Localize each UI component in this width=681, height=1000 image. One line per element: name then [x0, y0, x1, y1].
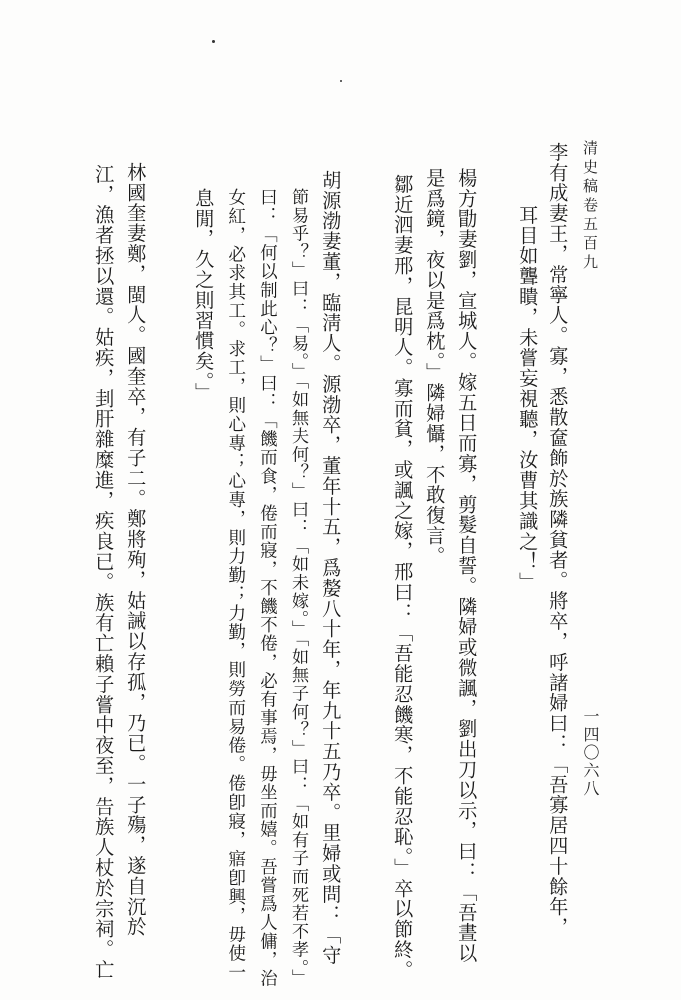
text-line: 息閒，久之則習慣矣。」: [192, 188, 216, 403]
text-line: 胡源渤妻董，臨淸人。源渤卒，董年十五，爲嫠八十年，年九十五乃卒。里婦或問：「守: [319, 170, 343, 966]
text-line: 曰：「何以制此心？」曰：「饑而食，倦而寢，不饑不倦，必有事焉，毋坐而嬉。吾嘗爲人傭，治: [256, 188, 277, 988]
text-line: 女紅，必求其工。求工，則心專；心專，則力勤；力勤，則勞而易倦。倦卽寢，寤卽興，毋使一: [225, 188, 246, 982]
text-line: 李有成妻王，常寧人。寡，悉散奩飾於族隣貧者。將卒，呼諸婦曰：「吾寡居四十餘年，: [546, 142, 570, 938]
scan-speck: [340, 80, 342, 82]
text-line: 是爲鏡，夜以是爲枕。」隣婦懾，不敢復言。: [423, 168, 447, 567]
page-number: 一四〇六八: [581, 708, 600, 798]
text-line: 節易乎？」曰：「易。」「如無夫何？」曰：「如未嫁。」「如無子何？」曰：「如有子而死若不孝。」: [288, 188, 309, 988]
text-line: 鄒近泗妻邢，昆明人。寡而貧，或諷之嫁，邢曰：「吾能忍饑寒，不能忍恥。」卒以節終。: [391, 174, 415, 981]
running-head: 清史稿卷五百九: [581, 140, 599, 273]
text-line: 耳目如聾瞶，未嘗妄視聽，汝曹其識之！」: [516, 205, 540, 593]
text-line: 林國奎妻鄭，閩人。國奎卒，有子二。鄭將殉，姑誡以存孤，乃已。一子殤，遂自沉於: [124, 162, 148, 938]
text-line: 楊方勖妻劉，宣城人。嫁五日而寡，剪髮自誓。隣婦或微諷，劉出刀以示，曰：「吾晝以: [455, 168, 479, 964]
scan-speck: [212, 40, 215, 43]
text-line: 江，漁者拯以還。姑疾，刲肝雜糜進，疾良已。族有亡賴子嘗中夜至，告族人杖於宗祠。亡: [92, 164, 116, 980]
